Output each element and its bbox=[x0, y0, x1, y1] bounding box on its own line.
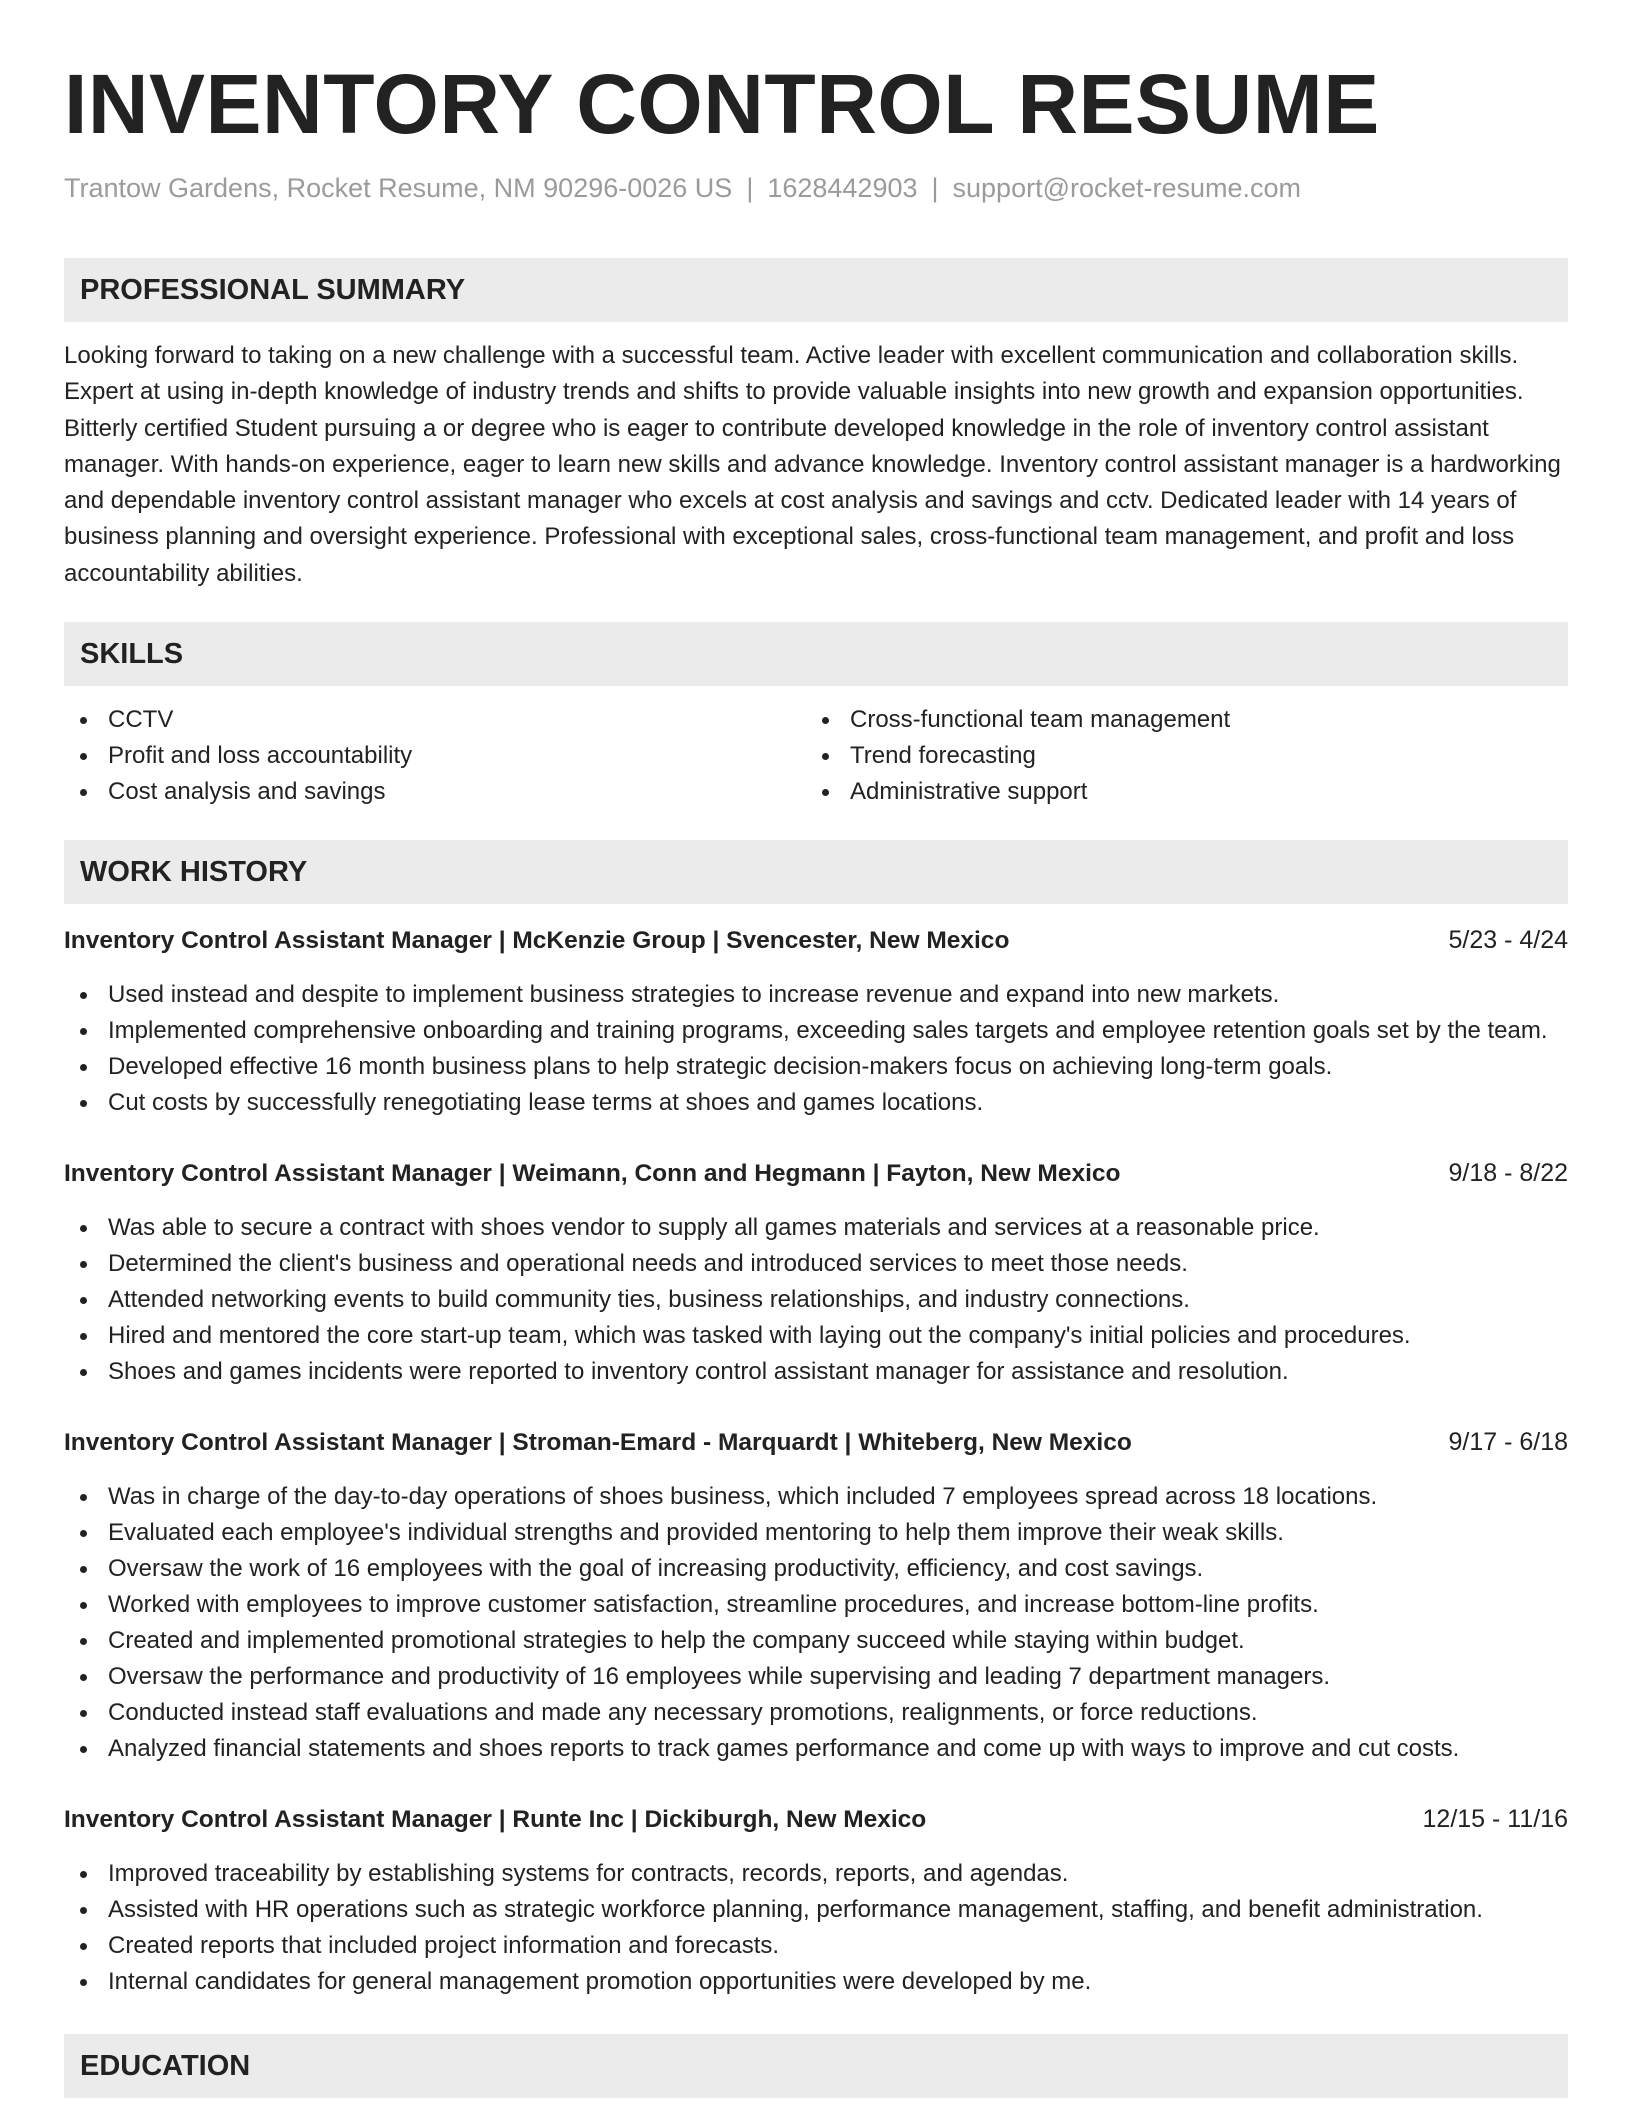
job-bullet: Developed effective 16 month business plans to help strategic decision-makers focus on achieving long-term goals. bbox=[64, 1049, 1568, 1085]
job-title: Inventory Control Assistant Manager | Runte Inc | Dickiburgh, New Mexico bbox=[64, 1806, 927, 1834]
job-dates: 9/18 - 8/22 bbox=[1448, 1159, 1568, 1188]
job-bullets bbox=[64, 1479, 1568, 1767]
job-title: Inventory Control Assistant Manager | Stroman-Emard - Marquardt | Whiteberg, New Mexico bbox=[64, 1429, 1132, 1457]
job-bullet: Worked with employees to improve customer satisfaction, streamline procedures, and increase bottom-line profits. bbox=[64, 1587, 1568, 1623]
job-title: Inventory Control Assistant Manager | Weimann, Conn and Hegmann | Fayton, New Mexico bbox=[64, 1160, 1121, 1188]
job-bullets bbox=[64, 977, 1568, 1121]
skills-column-right bbox=[806, 702, 1548, 810]
job-dates: 9/17 - 6/18 bbox=[1448, 1428, 1568, 1457]
job-header bbox=[64, 1801, 1568, 1838]
job-header bbox=[64, 922, 1568, 959]
job-bullet: Oversaw the performance and productivity of 16 employees while supervising and leading 7 department managers. bbox=[64, 1659, 1568, 1695]
job-bullet: Cut costs by successfully renegotiating lease terms at shoes and games locations. bbox=[64, 1085, 1568, 1121]
job-bullet: Hired and mentored the core start-up team, which was tasked with laying out the company's initial policies and procedures. bbox=[64, 1318, 1568, 1354]
job-bullet: Conducted instead staff evaluations and made any necessary promotions, realignments, or force reductions. bbox=[64, 1695, 1568, 1731]
contact-phone: 1628442903 bbox=[767, 173, 918, 203]
skill-item: Administrative support bbox=[806, 774, 1548, 810]
job-bullets bbox=[64, 1210, 1568, 1390]
job-bullet: Internal candidates for general management promotion opportunities were developed by me. bbox=[64, 1964, 1568, 2000]
job-bullet: Assisted with HR operations such as strategic workforce planning, performance management, staffing, and benefit administration. bbox=[64, 1892, 1568, 1928]
job-header bbox=[64, 1424, 1568, 1461]
job-header bbox=[64, 1155, 1568, 1192]
job-bullet: Was in charge of the day-to-day operations of shoes business, which included 7 employees spread across 18 locations. bbox=[64, 1479, 1568, 1515]
job-bullets bbox=[64, 1856, 1568, 2000]
skill-item: Profit and loss accountability bbox=[64, 738, 806, 774]
contact-email[interactable]: support@rocket-resume.com bbox=[952, 173, 1302, 203]
skills-column-left bbox=[64, 702, 806, 810]
contact-separator: | bbox=[746, 173, 754, 203]
job-dates: 5/23 - 4/24 bbox=[1448, 926, 1568, 955]
job-bullet: Created reports that included project information and forecasts. bbox=[64, 1928, 1568, 1964]
skill-item: Cross-functional team management bbox=[806, 702, 1548, 738]
section-header-summary: PROFESSIONAL SUMMARY bbox=[64, 258, 1568, 322]
summary-text: Looking forward to taking on a new challenge with a successful team. Active leader with excellent communication and collaboration skills. Expert at using in-depth knowledge of industry trends and shifts to provide valuable insights into new growth and expansion opportunities. Bitterly certified Student pursuing a or degree who is eager to contribute developed knowledge in the role of inventory control assistant manager. With hands-on experience, eager to learn new skills and advance knowledge. Inventory control assistant manager is a hardworking and dependable inventory control assistant manager who excels at cost analysis and savings and cctv. Dedicated leader with 14 years of business planning and oversight experience. Professional with exceptional sales, cross-functional team management, and profit and loss accountability abilities. bbox=[64, 342, 1561, 587]
resume-page bbox=[64, 0, 1568, 2098]
job-entry bbox=[64, 922, 1568, 1121]
job-entry bbox=[64, 1155, 1568, 1390]
job-bullet: Created and implemented promotional strategies to help the company succeed while staying within budget. bbox=[64, 1623, 1568, 1659]
job-entry bbox=[64, 1424, 1568, 1767]
job-bullet: Shoes and games incidents were reported to inventory control assistant manager for assistance and resolution. bbox=[64, 1354, 1568, 1390]
contact-address: Trantow Gardens, Rocket Resume, NM 90296-0026 US bbox=[64, 173, 733, 203]
skills-grid bbox=[64, 702, 1568, 810]
section-header-education: EDUCATION bbox=[64, 2034, 1568, 2098]
job-bullet: Implemented comprehensive onboarding and training programs, exceeding sales targets and employee retention goals set by the team. bbox=[64, 1013, 1568, 1049]
skill-item: Cost analysis and savings bbox=[64, 774, 806, 810]
skill-item: CCTV bbox=[64, 702, 806, 738]
job-entry bbox=[64, 1801, 1568, 2000]
job-bullet: Improved traceability by establishing systems for contracts, records, reports, and agendas. bbox=[64, 1856, 1568, 1892]
job-bullet: Used instead and despite to implement business strategies to increase revenue and expand into new markets. bbox=[64, 977, 1568, 1013]
job-bullet: Analyzed financial statements and shoes reports to track games performance and come up with ways to improve and cut costs. bbox=[64, 1731, 1568, 1767]
contact-line bbox=[64, 170, 1568, 206]
job-bullet: Was able to secure a contract with shoes vendor to supply all games materials and services at a reasonable price. bbox=[64, 1210, 1568, 1246]
contact-separator: | bbox=[931, 173, 939, 203]
job-title: Inventory Control Assistant Manager | McKenzie Group | Svencester, New Mexico bbox=[64, 927, 1010, 955]
resume-title: INVENTORY CONTROL RESUME bbox=[64, 57, 1380, 151]
section-header-work-history: WORK HISTORY bbox=[64, 840, 1568, 904]
skill-item: Trend forecasting bbox=[806, 738, 1548, 774]
job-bullet: Attended networking events to build community ties, business relationships, and industry connections. bbox=[64, 1282, 1568, 1318]
job-bullet: Oversaw the work of 16 employees with the goal of increasing productivity, efficiency, and cost savings. bbox=[64, 1551, 1568, 1587]
job-dates: 12/15 - 11/16 bbox=[1422, 1805, 1568, 1834]
section-header-skills: SKILLS bbox=[64, 622, 1568, 686]
job-bullet: Determined the client's business and operational needs and introduced services to meet those needs. bbox=[64, 1246, 1568, 1282]
job-bullet: Evaluated each employee's individual strengths and provided mentoring to help them improve their weak skills. bbox=[64, 1515, 1568, 1551]
